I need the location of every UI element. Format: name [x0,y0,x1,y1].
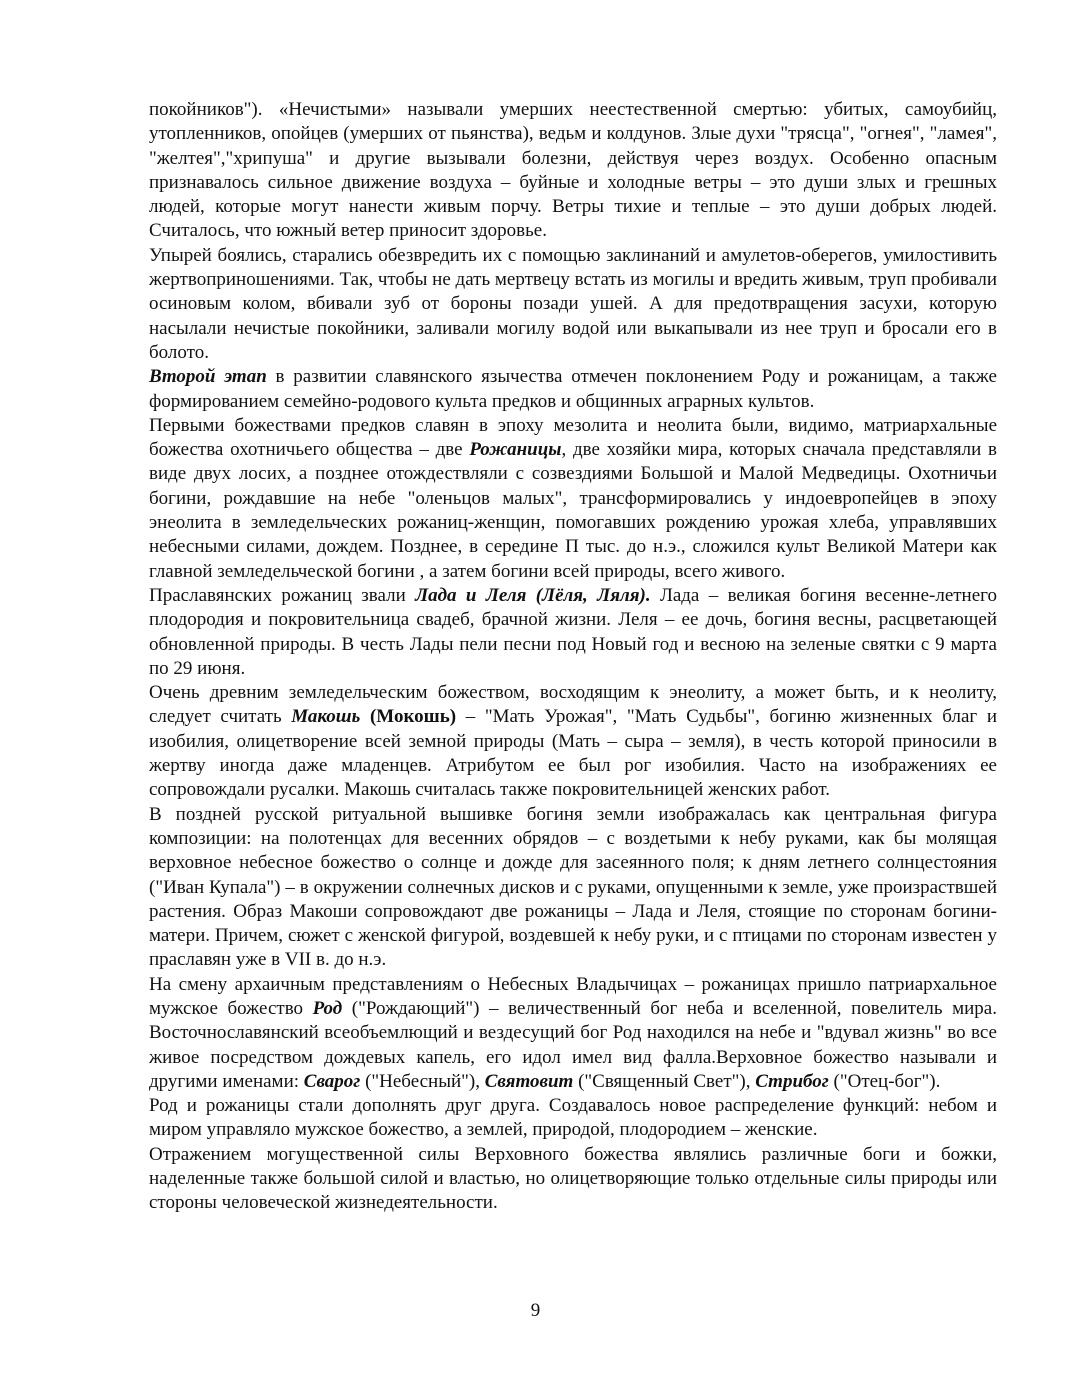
emphasized-term: Сварог [303,1070,361,1092]
text-run: ("Небесный"), [360,1070,485,1092]
paragraph [149,803,997,973]
text-run: ("Священный Свет"), [573,1070,756,1092]
emphasized-term: Второй этап [149,366,267,388]
text-run: – "Мать Урожая", "Мать Судьбы", богиню жизненных благ и изобилия, олицетворение всей земной природы (Мать – сыра – земля), в честь которой приносили в жертву иногда даже младенцев. Атрибутом ее был рог изобилия. Часто на изображениях ее сопровождали русалки. Макошь считалась также покровительницей женских работ. [149,706,997,801]
text-run: Отражением могущественной силы Верховного божества являлись различные боги и божки, наделенные также большой силой и властью, но олицетворяющие только отдельные силы природы или стороны человеческой жизнедеятельности. [149,1143,997,1214]
paragraph [149,1143,997,1216]
paragraph [149,244,997,365]
emphasized-term: (Мокошь) [369,706,457,728]
text-run: Лада – великая богиня весенне-летнего плодородия и покровительница свадеб, брачной жизни. Леля – ее дочь, богиня весны, расцветающей обновленной природы. В честь Лады пели песни под Новый год и весною на зеленые святки с 9 марта по 29 июня. [149,584,997,679]
text-run: Упырей боялись, старались обезвредить их с помощью заклинаний и амулетов-оберегов, умилостивить жертвоприношениями. Так, чтобы не дать мертвецу встать из могилы и вредить живым, труп пробивали осиновым колом, вбивали зуб от бороны позади ушей. А для предотвращения засухи, которую насылали нечистые покойники, заливали могилу водой или выкапывали из нее труп и бросали его в болото. [149,244,997,363]
paragraph [149,414,997,584]
text-run: ("Отец-бог"). [828,1070,941,1092]
text-run [360,706,370,727]
text-run: , две хозяйки мира, которых сначала представляли в виде двух лосих, а позднее отождествляли с созвездиями Большой и Малой Медведицы. Охотничьи богини, рождавшие на небе "оленьцов малых", трансформировались у индоевропейцев в эпоху энеолита в земледельческих рожаниц-женщин, помогавших рождению урожая хлеба, управлявших небесными силами, дождем. Позднее, в середине П тыс. до н.э., сложился культ Великой Матери как главной земледельческой богини , а затем богини всей природы, всего живого. [149,439,997,582]
document-body [149,98,997,1216]
text-run: покойников"). «Нечистыми» называли умерших неестественной смертью: убитых, самоубийц, утопленников, опойцев (умерших от пьянства), ведьм и колдунов. Злые духи "трясца", "огнея", "ламея", "желтея","хрипуша" и другие вызывали болезни, действуя через воздух. Особенно опасным признавалось сильное движение воздуха – буйные и холодные ветры – это души злых и грешных людей, которые могут нанести живым порчу. Ветры тихие и теплые – это души добрых людей. Считалось, что южный ветер приносит здоровье. [149,99,997,242]
paragraph [149,1094,997,1143]
paragraph [149,365,997,414]
paragraph [149,681,997,802]
emphasized-term: Род [312,997,343,1019]
text-run: Очень древним земледельческим божеством, восходящим к энеолиту, а может быть, и к неолиту, следует считать [149,682,997,728]
paragraph [149,584,997,681]
emphasized-term: Рожаницы [469,439,562,461]
text-run: ("Рождающий") – величественный бог неба и вселенной, повелитель мира. Восточнославянский всеобъемлющий и вездесущий бог Род находился на небе и "вдувал жизнь" во все живое посредством дождевых капель, его идол имел вид фалла.Верховное божество называли и другими именами: [149,997,997,1092]
emphasized-term: Святовит [484,1070,574,1092]
text-run: Праславянских рожаниц звали [149,584,416,606]
text-run: На смену архаичным представлениям о Небесных Владычицах – рожаницах пришло патриархальное мужское божество [149,973,997,1019]
text-run: в развитии славянского язычества отмечен поклонением Роду и рожаницам, а также формированием семейно-родового культа предков и общинных аграрных культов. [149,366,997,412]
text-run: В поздней русской ритуальной вышивке богиня земли изображалась как центральная фигура композиции: на полотенцах для весенних обрядов – с воздетыми к небу руками, как бы молящая верховное небесное божество о солнце и дожде для засеянного поля; к дням летнего солнцестояния ("Иван Купала") – в окружении солнечных дисков и с руками, опущенными к земле, уже произраствшей растения. Образ Макоши сопровождают две рожаницы – Лада и Леля, стоящие по сторонам богини-матери. Причем, сюжет с женской фигурой, воздевшей к небу руки, и с птицами по сторонам известен у праславян уже в VII в. до н.э. [149,803,997,971]
emphasized-term: Макошь [291,706,361,728]
paragraph [149,98,997,244]
emphasized-term: Лада и Леля (Лёля, Ляля). [415,584,651,606]
paragraph [149,973,997,1094]
text-run: Первыми божествами предков славян в эпоху мезолита и неолита были, видимо, матриархальные божества охотничьего общества – две [149,414,997,461]
page-number: 9 [530,1300,541,1321]
text-run: Род и рожаницы стали дополнять друг друга. Создавалось новое распределение функций: небом и миром управляло мужское божество, а землей, природой, плодородием – женские. [149,1095,997,1141]
emphasized-term: Стрибог [755,1070,829,1092]
